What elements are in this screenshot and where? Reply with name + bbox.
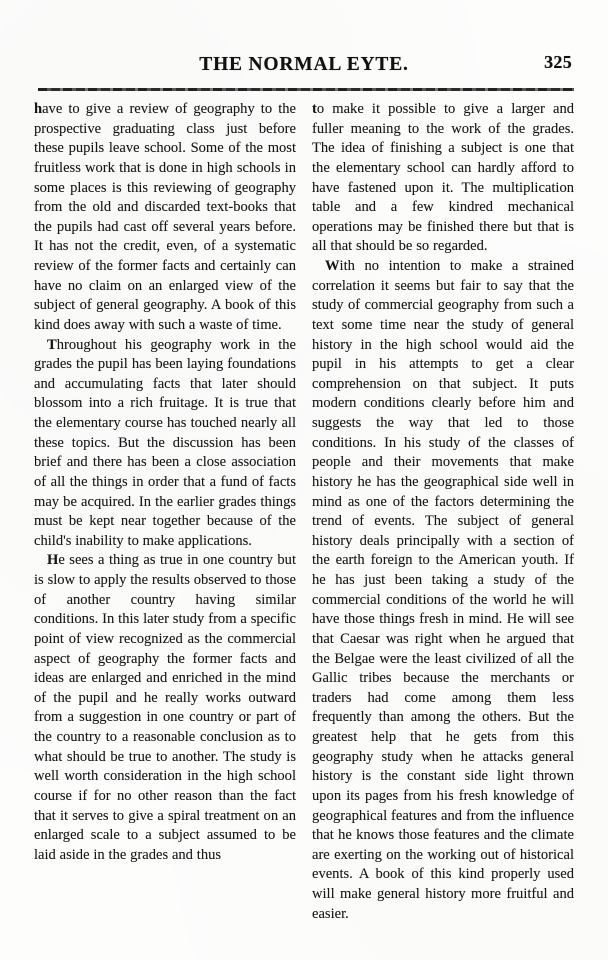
body-columns xyxy=(34,100,574,924)
column-left xyxy=(34,100,296,924)
paragraph: have to give a review of geography to the prospective graduating class just before these pupils leave school. Some of the most fruitless work that is done in high schools in some places is this reviewing of geography from the old and discarded text-books that the pupils had cast off several years before. It has not the credit, even, of a systematic review of the former facts and certainly can have no claim on an enlarged view of the subject of general geography. A book of this kind does away with such a waste of time. xyxy=(34,101,296,333)
page-number: 325 xyxy=(544,52,572,72)
running-head xyxy=(34,0,574,75)
paragraph: to make it possible to give a larger and fuller meaning to the work of the grades. The idea of finishing a subject is one that the elementary school can hardly afford to have fastened upon it. The multiplication table and a few kindred mechanical operations may be finished there but that is all that should be so regarded. xyxy=(312,101,574,255)
column-right xyxy=(312,100,574,924)
paragraph: With no intention to make a strained correlation it seems but fair to say that the study of commercial geography from such a text some time near the study of general history in the high school would aid the pupil in his attempts to get a clear comprehension on that subject. It puts modern conditions clearly before him and suggests the way that led to those conditions. In his study of the classes of people and their movements that make history he has the geographical side well in mind as one of the factors determining the trend of events. The subject of general history deals principally with a section of the earth foreign to the American youth. If he has just been taking a study of the commercial conditions of the world he will have those things fresh in mind. He will see that Caesar was right when he argued that the Belgae were the least civilized of all the Gallic tribes because the merchants or traders had come among them less frequently than among the others. But the greatest help that he gets from this geography study when he attacks general history is the constant side light thrown upon its pages from his fresh knowledge of geographical features and from the influence that he knows those features and the climate are exerting on the working out of historical events. A book of this kind properly used will make general history more fruitful and easier. xyxy=(312,258,574,922)
header-rule-divider xyxy=(38,88,574,91)
paragraph: He sees a thing as true in one country but is slow to apply the results observed to those of another country having similar conditions. In this later study from a specific point of view recognized as the commercial aspect of geography the former facts and ideas are enlarged and enriched in the mind of the pupil and he really works outward from a suggestion in one country or part of the country to a reasonable conclusion as to what should be true to another. The study is well worth consideration in the high school course if for no other reason than the fact that it serves to give a spiral treatment on an enlarged scale to a subject assumed to be laid aside in the grades and thus xyxy=(34,552,296,863)
paragraph: Throughout his geography work in the grades the pupil has been laying foundations and accumulating facts that later should blossom into a rich fruitage. It is true that the elementary course has touched nearly all these topics. But the discussion has been brief and there has been a close association of all the things in order that a fund of facts may be acquired. In the earlier grades things must be kept near together because of the child's inability to make applications. xyxy=(34,336,296,549)
publication-title: THE NORMAL EYTE. xyxy=(199,54,409,75)
page-content-area xyxy=(34,0,574,960)
